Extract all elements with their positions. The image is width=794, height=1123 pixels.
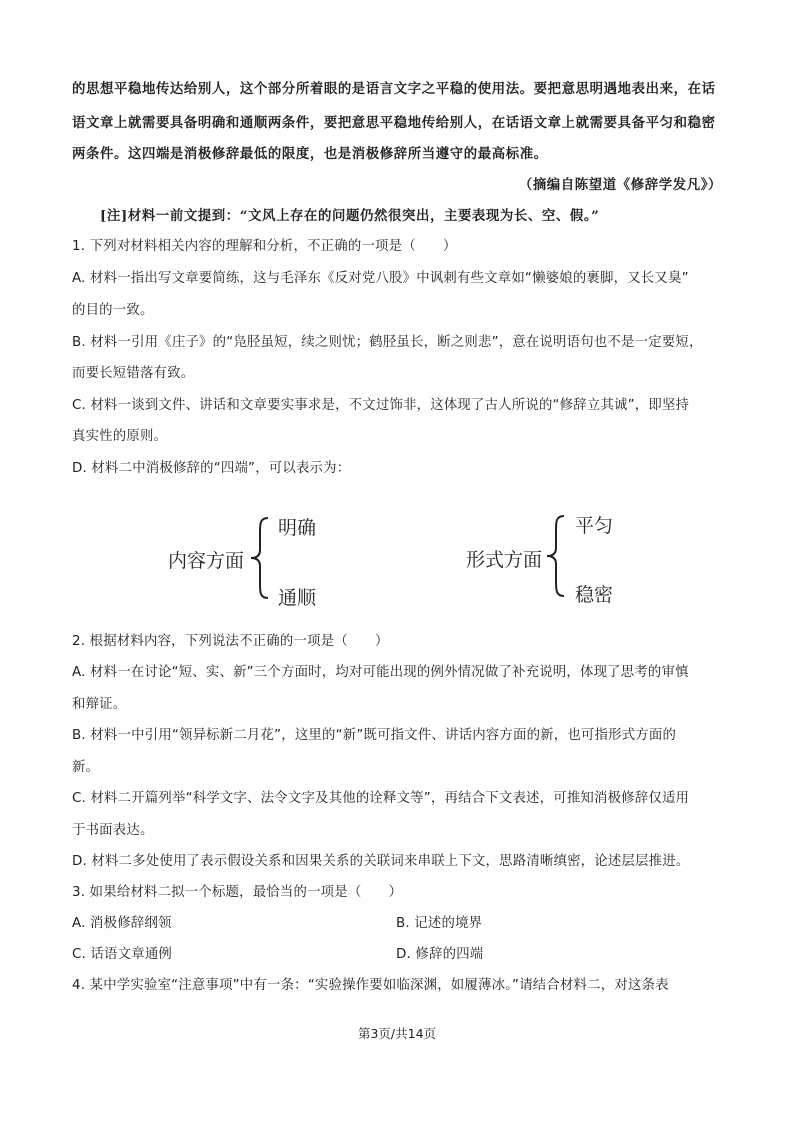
q2-option-d-line1: D. 材料二多处使用了表示假设关系和因果关系的关联词来串联上下文，思路清晰缜密，论述层层推进。 — [72, 854, 690, 869]
q3-option-b: B. 记述的境界 — [396, 916, 483, 931]
diagram-right-label: 形式方面 — [466, 549, 543, 571]
left-brace-icon — [248, 516, 272, 600]
q2-option-c-line2: 于书面表达。 — [72, 823, 154, 838]
q2-option-a-line2: 和辩证。 — [72, 697, 127, 712]
q4-stem: 4. 某中学实验室“注意事项”中有一条：“实验操作要如临深渊，如履薄冰。”请结合材料二，对这条表 — [72, 978, 669, 993]
passage-note: [注]材料一前文提到：“文风上存在的问题仍然很突出，主要表现为长、空、假。” — [100, 208, 600, 224]
q2-option-c-line1: C. 材料二开篇列举“科学文字、法令文字及其他的诠释文等”，再结合下文表述，可推知消极修辞仅适用 — [72, 791, 690, 806]
q1-option-c-line2: 真实性的原则。 — [72, 429, 168, 444]
diagram-left-label: 内容方面 — [168, 550, 245, 572]
q2-option-b-line2: 新。 — [72, 760, 100, 775]
q1-stem: 1. 下列对材料相关内容的理解和分析，不正确的一项是（ ） — [72, 239, 457, 254]
q3-option-c: C. 话语文章通例 — [72, 947, 173, 962]
right-brace-icon — [544, 514, 568, 598]
diagram-left-bottom: 通顺 — [278, 587, 317, 609]
q1-option-a-line2: 的目的一致。 — [72, 303, 154, 318]
diagram-right-top: 平匀 — [575, 515, 614, 537]
q1-option-d-line1: D. 材料二中消极修辞的“四端”，可以表示为： — [72, 461, 351, 476]
diagram-left-top: 明确 — [278, 517, 317, 539]
q1-option-b-line2: 而要长短错落有致。 — [72, 366, 195, 381]
q3-stem: 3. 如果给材料二拟一个标题，最恰当的一项是（ ） — [72, 885, 403, 900]
q1-option-a-line1: A. 材料一指出写文章要简练，这与毛泽东《反对党八股》中讽刺有些文章如“懒婆娘的裹脚，又长又臭” — [72, 271, 689, 286]
q3-option-a: A. 消极修辞纲领 — [72, 916, 172, 931]
q3-option-d: D. 修辞的四端 — [396, 947, 484, 962]
page-footer: 第3页/共14页 — [357, 1026, 437, 1041]
passage-line-2: 语文章上就需要具备明确和通顺两条件，要把意思平稳地传给别人，在话语文章上就需要具备平匀和稳密 — [72, 115, 716, 131]
q2-stem: 2. 根据材料内容，下列说法不正确的一项是（ ） — [72, 634, 389, 649]
q2-option-b-line1: B. 材料一中引用“领异标新二月花”，这里的“新”既可指文件、讲话内容方面的新，也可指形式方面的 — [72, 728, 677, 743]
q2-option-a-line1: A. 材料一在讨论“短、实、新”三个方面时，均对可能出现的例外情况做了补充说明，体现了思考的审慎 — [72, 665, 689, 680]
passage-line-1: 的思想平稳地传达给别人，这个部分所着眼的是语言文字之平稳的使用法。要把意思明遇地表出来，在话 — [72, 81, 716, 97]
q3-options-row-2 — [72, 945, 722, 965]
passage-line-3: 两条件。这四端是消极修辞最低的限度，也是消极修辞所当遵守的最高标准。 — [72, 146, 548, 162]
q3-options-row-1 — [72, 914, 722, 934]
diagram-right-bottom: 稳密 — [575, 584, 614, 606]
passage-source: （摘编自陈望道《修辞学发凡》） — [518, 177, 722, 193]
q1-option-c-line1: C. 材料一谈到文件、讲话和文章要实事求是，不文过饰非，这体现了古人所说的“修辞立其诚”，即坚持 — [72, 398, 690, 413]
q1-option-b-line1: B. 材料一引用《庄子》的“凫胫虽短，续之则忧；鹤胫虽长，断之则悲”，意在说明语句也不是一定要短， — [72, 335, 703, 350]
